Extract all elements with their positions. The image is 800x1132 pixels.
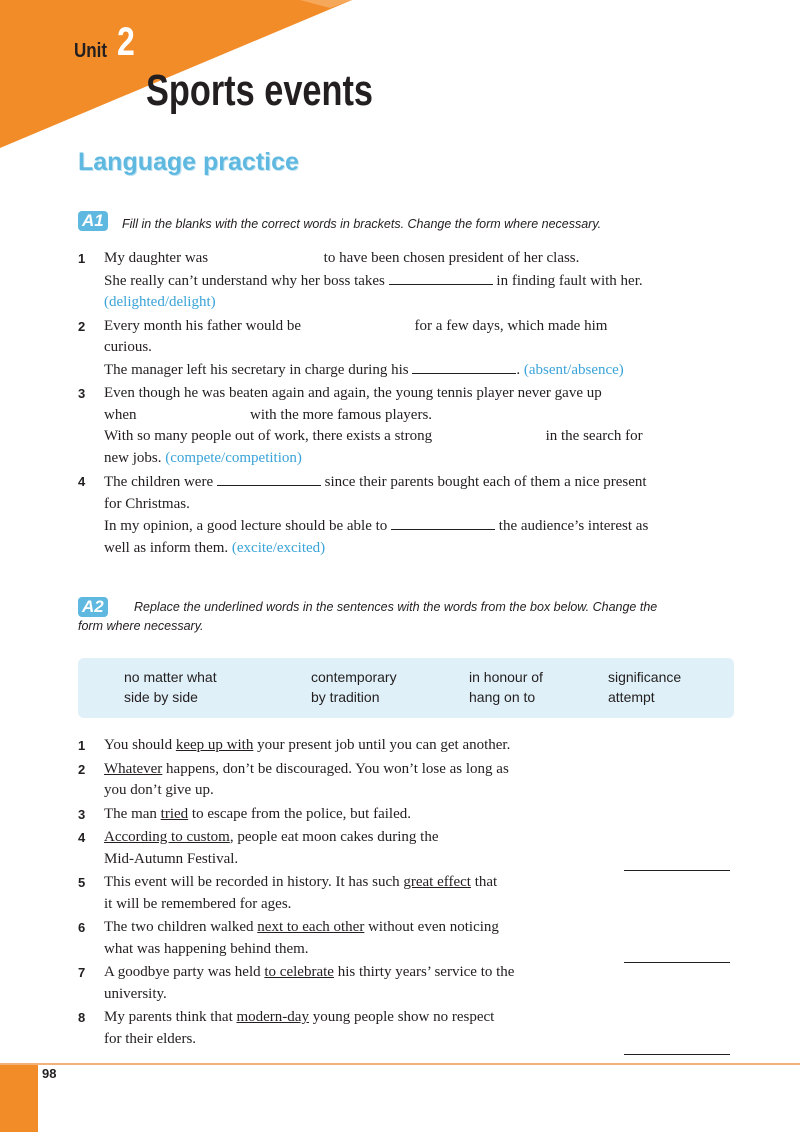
item-number: 4 — [78, 474, 86, 489]
blank[interactable] — [389, 270, 493, 285]
a1-tag: A1 — [78, 211, 108, 231]
answer-line[interactable] — [624, 1054, 730, 1055]
blank[interactable] — [412, 359, 516, 374]
word-hint: (delighted/delight) — [104, 294, 216, 310]
item-number: 1 — [78, 738, 86, 753]
underlined-phrase: Whatever — [104, 760, 163, 777]
word-hint: (excite/excited) — [231, 539, 326, 556]
footer-rule — [0, 1063, 800, 1065]
item-number: 2 — [78, 318, 86, 334]
item-number: 4 — [78, 830, 86, 845]
unit-label: Unit — [74, 40, 108, 62]
a2-instruction: Replace the underlined words in the sentences with the words from the box below. Change the form where necessary. — [78, 600, 658, 633]
a1-item: 3 Even though he was beaten again and again, the young tennis player never gave up when with the more famous players. With so many people out of work, there exists a strong in the search for new jobs. (compete/competition) — [78, 385, 643, 466]
a2-item: 1 You should keep up with your present job until you can get another. — [78, 735, 598, 757]
answer-line[interactable] — [624, 962, 730, 963]
item-number: 3 — [78, 806, 86, 822]
a1-item: 1 My daughter was to have been chosen president of her class. She really can’t understand why her boss takes in finding fault with her. (delighted/delight) — [78, 250, 643, 310]
a1-item: 2 Every month his father would be for a few days, which made him curious. The manager left his secretary in charge during his . (absent/absence) — [78, 317, 624, 378]
item-number: 6 — [78, 920, 86, 935]
box-word: attempt — [608, 689, 655, 705]
unit-title: Sports events — [146, 66, 373, 115]
box-word: by tradition — [311, 689, 380, 705]
a1-instruction: Fill in the blanks with the correct words in brackets. Change the form where necessary. — [122, 217, 602, 231]
box-word: significance — [608, 669, 682, 685]
a1-item: 4 The children were since their parents bought each of them a nice present for Christmas. In my opinion, a good lecture should be able to the audience’s interest as well as inform them. (excite/excited) — [78, 471, 734, 559]
box-word: no matter what — [124, 669, 217, 685]
blank[interactable] — [140, 405, 246, 419]
word-box — [78, 658, 734, 718]
a1-exercise-list — [78, 248, 734, 561]
page-corner-bar — [0, 1065, 38, 1132]
item-number: 8 — [78, 1010, 86, 1025]
a2-item: 8 My parents think that modern-day young people show no respect for their elders. — [78, 1009, 495, 1047]
a2-item: 3 The man tried to escape from the police, but failed. — [78, 804, 598, 826]
underlined-phrase: modern-day — [236, 1009, 309, 1025]
underlined-phrase: tried — [160, 805, 189, 822]
blank[interactable] — [305, 316, 411, 330]
blank[interactable] — [217, 471, 321, 486]
blank[interactable] — [436, 426, 542, 440]
answer-line[interactable] — [624, 870, 730, 871]
a2-exercise-list — [78, 735, 598, 1052]
item-number: 7 — [78, 965, 86, 980]
section-title: Language practice — [78, 148, 299, 176]
box-word: in honour of — [469, 669, 543, 685]
item-number: 3 — [78, 386, 86, 401]
unit-number: 2 — [117, 20, 135, 64]
page-number: 98 — [42, 1066, 57, 1081]
blank[interactable] — [212, 248, 320, 262]
item-number: 1 — [78, 251, 86, 266]
box-word: contemporary — [311, 669, 397, 685]
underlined-phrase: next to each other — [257, 919, 365, 935]
a2-tag: A2 — [78, 597, 108, 617]
a2-item: 7 A goodbye party was held to celebrate his thirty years’ service to the university. — [78, 964, 515, 1002]
underlined-phrase: to celebrate — [264, 964, 334, 980]
word-hint: (absent/absence) — [523, 361, 624, 378]
underlined-phrase: keep up with — [175, 737, 254, 753]
a2-item: 5 This event will be recorded in history. It has such great effect that it will be remembered for ages. — [78, 874, 498, 912]
a2-item: 2 Whatever happens, don’t be discouraged. You won’t lose as long as you don’t give up. — [78, 760, 509, 798]
a2-item: 6 The two children walked next to each other without even noticing what was happening behind them. — [78, 919, 499, 957]
underlined-phrase: great effect — [403, 874, 471, 890]
item-number: 2 — [78, 761, 86, 777]
a2-item: 4 According to custom, people eat moon cakes during the Mid-Autumn Festival. — [78, 829, 439, 867]
box-word: hang on to — [469, 689, 536, 705]
word-hint: (compete/competition) — [165, 449, 302, 466]
box-word: side by side — [124, 689, 198, 705]
underlined-phrase: According to custom — [104, 829, 230, 845]
item-number: 5 — [78, 875, 86, 890]
blank[interactable] — [391, 515, 495, 530]
